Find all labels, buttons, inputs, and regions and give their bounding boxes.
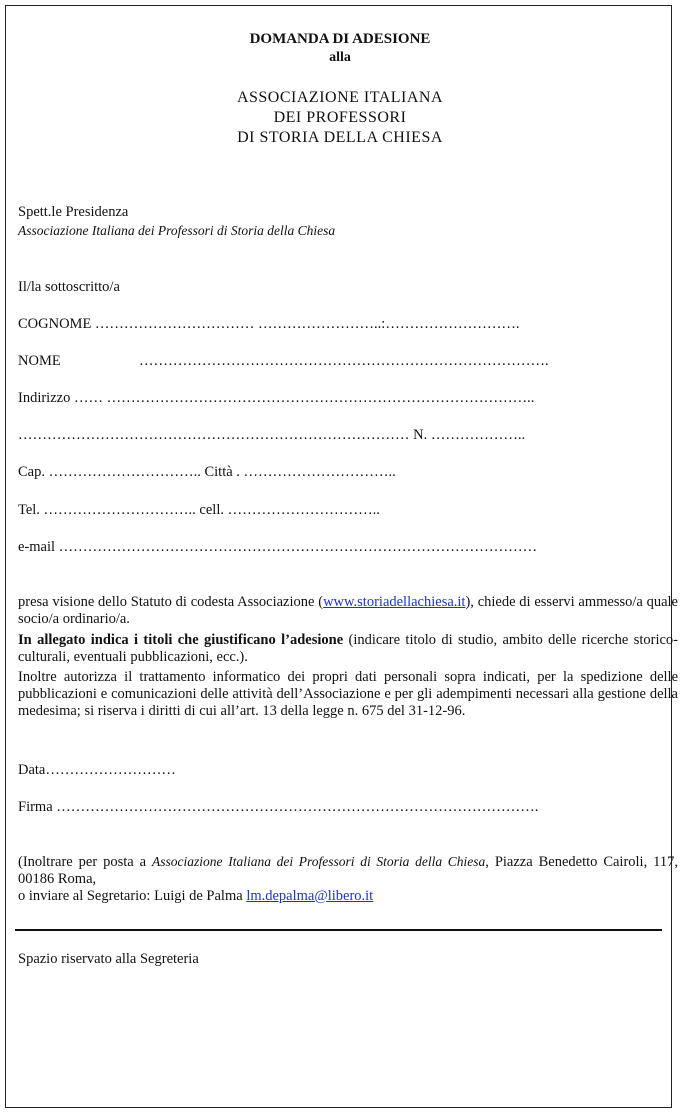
name-field[interactable]: …………………………………………………………………………. [139, 353, 549, 369]
page-border [5, 5, 672, 1108]
association-name-line1: ASSOCIAZIONE ITALIANA [236, 89, 444, 106]
undersigned-label: Il/la sottoscritto/a [18, 279, 120, 295]
name-field-label: NOME [18, 353, 61, 369]
surname-field[interactable]: COGNOME …………………………… ……………………..:………………………. [18, 316, 520, 332]
phone-field[interactable]: Tel. ………………………….. cell. ………………………….. [18, 502, 380, 518]
submission-note: (Inoltrare per posta a Associazione Italiana dei Professori di Storia della Chiesa, Piazza Benedetto Cairoli, 117, 00186 Roma, o inviare al Segretario: Luigi de Palma lm.depalma@libero.it [18, 854, 678, 904]
address-number-field[interactable]: ……………………………………………………………………… N. ……………….. [18, 427, 526, 443]
association-name-line3: DI STORIA DELLA CHIESA [237, 129, 443, 146]
attachments-paragraph: In allegato indica i titoli che giustificano l’adesione (indicare titolo di studio, ambito delle ricerche storico-culturali, eventuali pubblicazioni, ecc.). [18, 632, 678, 665]
signature-field[interactable]: Firma ………………………………………………………………………………………. [18, 799, 539, 815]
reserved-space-label: Spazio riservato alla Segreteria [18, 951, 199, 967]
recipient-association: Associazione Italiana dei Professori di Storia della Chiesa [18, 223, 336, 238]
form-subtitle: alla [329, 50, 351, 65]
recipient-line: Spett.le Presidenza [18, 204, 129, 220]
association-name-line2: DEI PROFESSORI [273, 109, 407, 126]
email-field[interactable]: e-mail ……………………………………………………………………………………… [18, 539, 538, 555]
request-paragraph: presa visione dello Statuto di codesta Associazione (www.storiadellachiesa.it), chiede di esservi ammesso/a quale socio/a ordinario/a. [18, 594, 678, 627]
statute-link[interactable]: www.storiadellachiesa.it [323, 594, 466, 610]
date-field[interactable]: Data……………………… [18, 762, 176, 778]
address-field[interactable]: Indirizzo …… …………………………………………………………………………….. [18, 390, 535, 406]
privacy-paragraph: Inoltre autorizza il trattamento informatico dei propri dati personali sopra indicati, per la spedizione delle pubblicazioni e comunicazioni delle attività dell’Associazione e per gli adempimenti necessari alla gestione della medesima; si riserva i diritti di cui all’art. 13 della legge n. 675 del 31-12-96. [18, 669, 678, 719]
secretary-email-link[interactable]: lm.depalma@libero.it [246, 887, 374, 904]
postcode-city-field[interactable]: Cap. ………………………….. Città . ………………………….. [18, 464, 396, 480]
form-title: DOMANDA DI ADESIONE [249, 31, 431, 47]
section-divider [15, 929, 662, 931]
